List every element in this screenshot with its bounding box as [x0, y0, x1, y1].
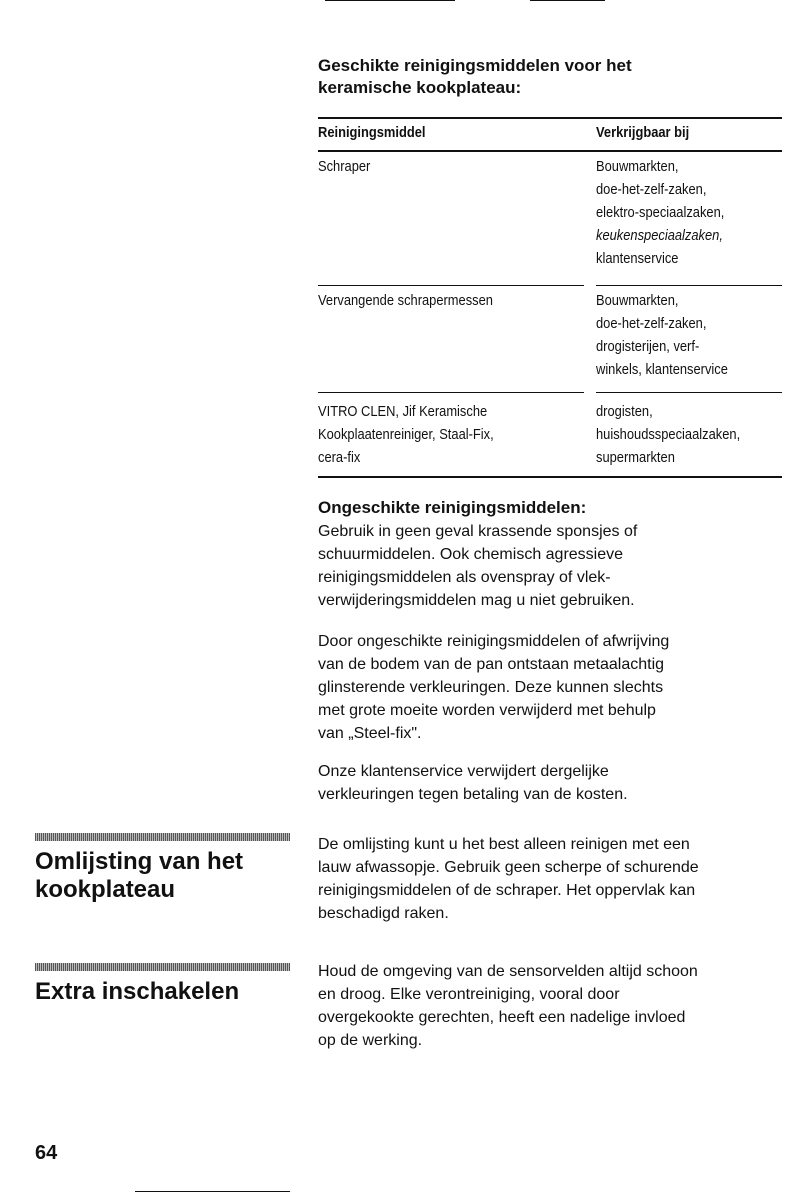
- unsuitable-paragraph-3: Onze klantenservice verwijdert dergelijke verkleuringen tegen betaling van de kosten.: [318, 763, 628, 803]
- table-row-agent: Vervangende schrapermessen: [318, 292, 493, 309]
- scan-mark: [325, 0, 455, 1]
- section-bar: [35, 963, 290, 971]
- scan-mark: [530, 0, 605, 1]
- extra-section-text: Houd de omgeving van de sensorvelden altijd schoon en droog. Elke verontreiniging, vooral door overgekookte gerechten, heeft een nadelige invloed op de werking.: [318, 963, 698, 1049]
- table-header-available: Verkrijgbaar bij: [596, 124, 690, 141]
- trim-section-title: Omlijsting van het kookplateau: [35, 848, 244, 903]
- table-header-agent: Reinigingsmiddel: [318, 124, 426, 141]
- table-row-available: Bouwmarkten, doe-het-zelf-zaken, drogisterijen, verf- winkels, klantenservice: [596, 292, 728, 378]
- unsuitable-paragraph-2: Door ongeschikte reinigingsmiddelen of afwrijving van de bodem van de pan ontstaan metaalachtig glinsterende verkleuringen. Deze kunnen slechts met grote moeite worden verwijderd met behulp van „Steel-fix".: [318, 633, 670, 742]
- table-bottom-rule: [318, 476, 782, 478]
- row-divider: [596, 392, 782, 393]
- row-divider: [318, 392, 584, 393]
- extra-section-title: Extra inschakelen: [35, 978, 240, 1005]
- table-row-available: Bouwmarkten, doe-het-zelf-zaken, elektro-speciaalzaken, keukenspeciaalzaken, klantenservice: [596, 158, 725, 267]
- scan-mark: [135, 1191, 290, 1192]
- trim-section-text: De omlijsting kunt u het best alleen reinigen met een lauw afwassopje. Gebruik geen scherpe of schurende reinigingsmiddelen of de schraper. Het oppervlak kan beschadigd raken.: [318, 836, 699, 922]
- row-divider: [318, 285, 584, 286]
- table-row-available: drogisten, huishoudsspeciaalzaken, supermarkten: [596, 403, 741, 466]
- section-bar: [35, 833, 290, 841]
- table-row-agent: Schraper: [318, 158, 371, 175]
- table-header-rule: [318, 150, 782, 152]
- row-divider: [596, 285, 782, 286]
- unsuitable-heading: Ongeschikte reinigingsmiddelen:: [318, 498, 587, 517]
- table-top-rule: [318, 117, 782, 119]
- unsuitable-paragraph-1: Gebruik in geen geval krassende sponsjes of schuurmiddelen. Ook chemisch agressieve reinigingsmiddelen als ovenspray of vlek- verwijderingsmiddelen mag u niet gebruiken.: [318, 523, 638, 609]
- section-heading: Geschikte reinigingsmiddelen voor het keramische kookplateau:: [318, 56, 632, 97]
- page-number: 64: [35, 1142, 58, 1164]
- table-row-agent: VITRO CLEN, Jif Keramische Kookplaatenreiniger, Staal-Fix, cera-fix: [318, 403, 494, 466]
